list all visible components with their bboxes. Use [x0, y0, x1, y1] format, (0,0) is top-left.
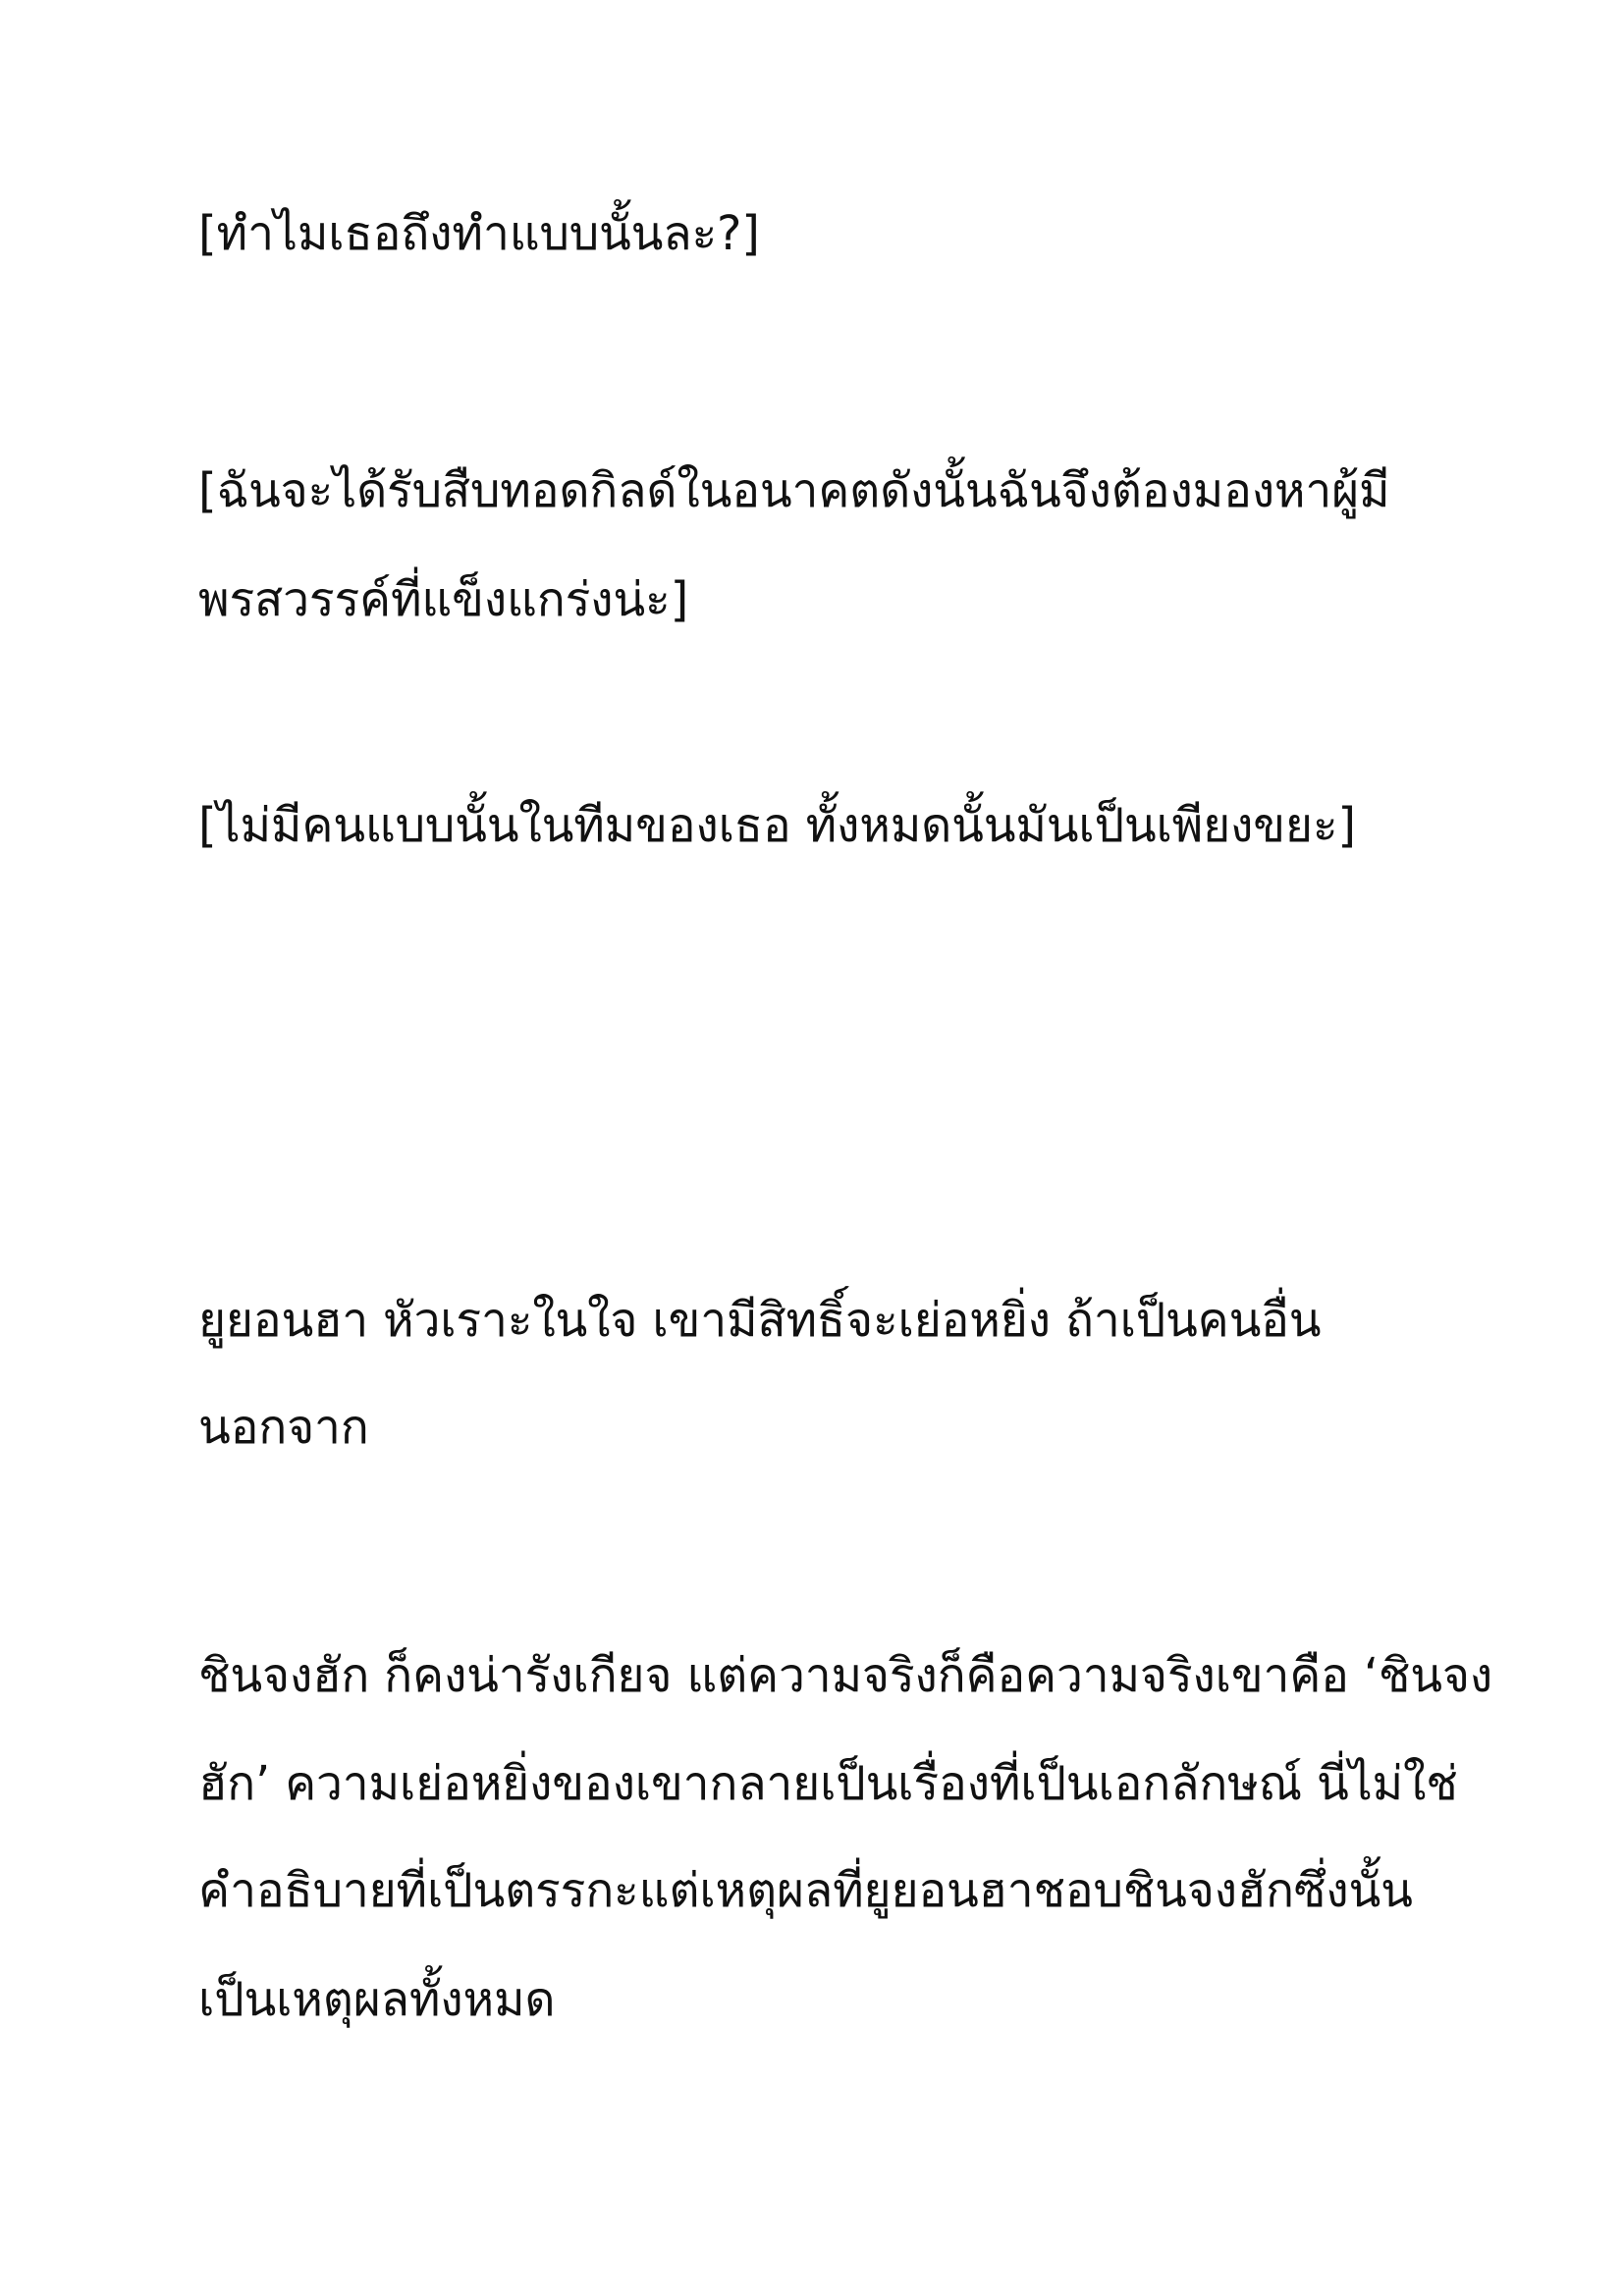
narration-line-2a: ชินจงฮัก ก็คงน่ารังเกียจ แต่ความจริงก็คือความจริงเขาคือ ‘ชินจง — [198, 1648, 1493, 1703]
dialogue-line-2b: พรสวรรค์ที่แข็งแกร่งน่ะ] — [198, 572, 689, 627]
dialogue-line-2a: [ฉันจะได้รับสืบทอดกิลด์ในอนาคตดังนั้นฉันจึงต้องมองหาผู้มี — [198, 463, 1390, 518]
narration-line-2b: ฮัก’ ความเย่อหยิ่งของเขากลายเป็นเรื่องที่เป็นเอกลักษณ์ นี่ไม่ใช่ — [198, 1756, 1458, 1811]
narration-line-1b: นอกจาก — [198, 1400, 369, 1455]
narration-line-2c: คำอธิบายที่เป็นตรรกะแต่เหตุผลที่ยูยอนฮาชอบชินจงฮักซึ่งนั้น — [198, 1863, 1413, 1918]
narration-line-1a: ยูยอนฮา หัวเราะในใจ เขามีสิทธิ์จะเย่อหยิ่ง ถ้าเป็นคนอื่น — [198, 1293, 1322, 1348]
dialogue-line-3: [ไม่มีคนแบบนั้นในทีมของเธอ ทั้งหมดนั้นมันเป็นเพียงขยะ] — [198, 798, 1356, 853]
narration-line-2d: เป็นเหตุผลทั้งหมด — [198, 1972, 556, 2027]
dialogue-line-1: [ทำไมเธอถึงทำแบบนั้นละ?] — [198, 206, 760, 261]
